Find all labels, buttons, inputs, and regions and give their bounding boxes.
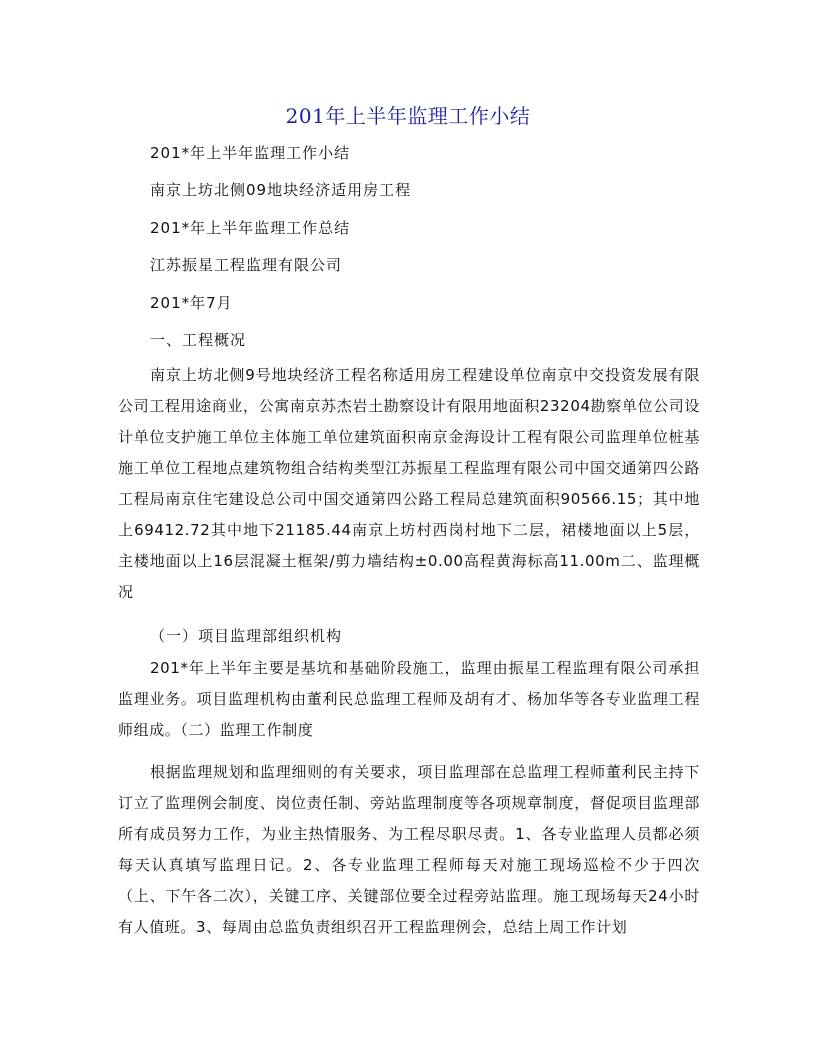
document-title: 201年上半年监理工作小结: [285, 104, 531, 128]
header-line-4: 江苏振星工程监理有限公司: [150, 256, 343, 274]
header-line-3: 201*年上半年监理工作总结: [150, 219, 351, 237]
paragraph-organization: 201*年上半年主要是基坑和基础阶段施工，监理由振星工程监理有限公司承担监理业务。项目监理机构由董利民总监理工程师及胡有才、杨加华等各专业监理工程师组成。（二）监理工作制度: [118, 659, 700, 739]
paragraph-project-overview: 南京上坊北侧9号地块经济工程名称适用房工程建设单位南京中交投资发展有限公司工程用途商业，公寓南京苏杰岩土勘察设计有限用地面积23204勘察单位公司设计单位支护施工单位主体施工单位建筑面积南京金海设计工程有限公司监理单位桩基施工单位工程地点建筑物组合结构类型江苏振星工程监理有限公司中国交通第四公路工程局南京住宅建设总公司中国交通第四公路工程局总建筑面积90566.15；其中地上69412.72其中地下21185.44南京上坊村西岗村地下二层，裙楼地面以上5层，主楼地面以上16层混凝土框架/剪力墙结构±0.00高程黄海标高11.00m二、监理概况: [118, 366, 700, 601]
paragraph-work-system: 根据监理规划和监理细则的有关要求，项目监理部在总监理工程师董利民主持下订立了监理例会制度、岗位责任制、旁站监理制度等各项规章制度，督促项目监理部所有成员努力工作，为业主热情服务、为工程尽职尽责。1、各专业监理人员都必须每天认真填写监理日记。2、各专业监理工程师每天对施工现场巡检不少于四次（上、下午各二次），关键工序、关键部位要全过程旁站监理。施工现场每天24小时有人值班。3、每周由总监负责组织召开工程监理例会，总结上周工作计划: [118, 763, 700, 936]
header-line-5: 201*年7月: [150, 294, 233, 312]
section-heading-1: 一、工程概况: [150, 331, 247, 349]
header-line-2: 南京上坊北侧09地块经济适用房工程: [150, 181, 412, 199]
header-line-1: 201*年上半年监理工作小结: [150, 144, 351, 162]
subheading-organization: （一）项目监理部组织机构: [150, 627, 343, 645]
